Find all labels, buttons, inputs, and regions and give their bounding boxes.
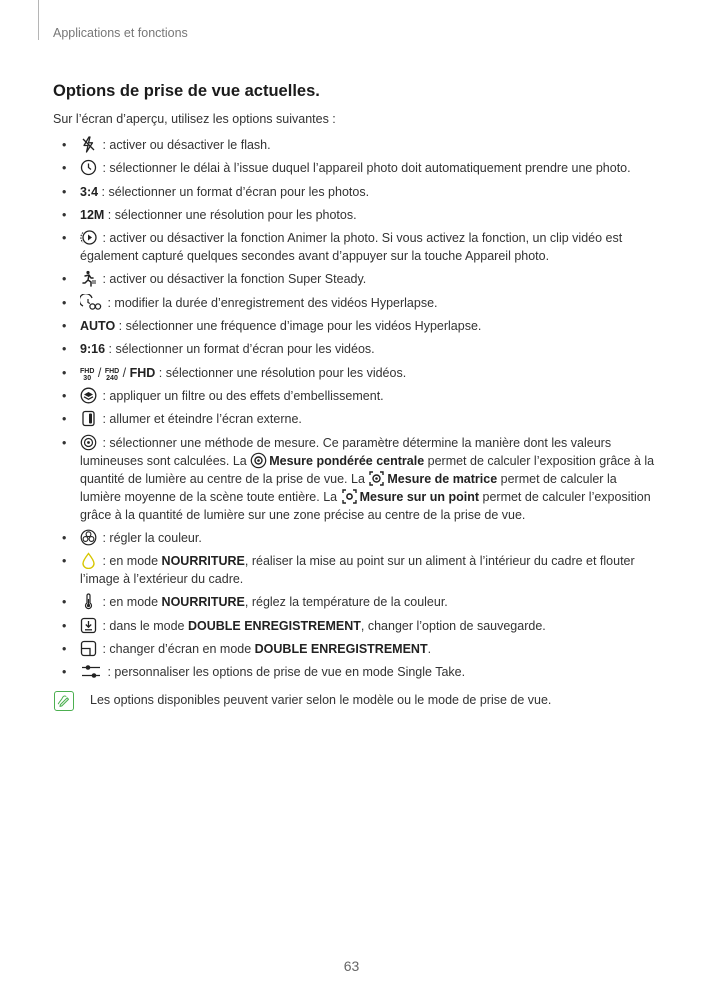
- list-item: • : en mode NOURRITURE, réglez la température de la couleur.: [80, 593, 655, 611]
- list-item: • : régler la couleur.: [80, 529, 655, 547]
- header-rule: [38, 0, 39, 40]
- list-item: • 12M : sélectionner une résolution pour les photos.: [80, 206, 655, 224]
- matrix-metering-icon: [368, 470, 385, 487]
- filter-icon: [80, 387, 97, 404]
- color-tune-icon: [80, 529, 97, 546]
- spot-metering-icon: [341, 488, 358, 505]
- list-item: • : appliquer un filtre ou des effets d’embellissement.: [80, 387, 655, 405]
- options-list: [80, 136, 655, 687]
- food-focus-icon: [80, 552, 97, 569]
- fhd-30-icon: FHD 30: [80, 367, 95, 382]
- note-icon: [54, 691, 74, 711]
- cover-screen-icon: [80, 410, 97, 427]
- list-item: • : activer ou désactiver la fonction Super Steady.: [80, 270, 655, 288]
- list-item: • : sélectionner le délai à l’issue duquel l’appareil photo doit automatiquement prendre une photo.: [80, 159, 655, 177]
- list-item: • : sélectionner une méthode de mesure. Ce paramètre détermine la manière dont les valeurs lumineuses sont calculées. La Mesure pondérée centrale permet de calculer l’exposition grâce à la quantité de lumière au centre de la prise de vue. La Mesure de matrice permet de calculer la lumière moyenne de la scène toute entière. La Mesure sur un point permet de calculer l’exposition grâce à la quantité de lumière sur une zone précise au centre de la prise de vue.: [80, 434, 655, 524]
- motion-photo-icon: [80, 229, 97, 246]
- save-option-icon: [80, 617, 97, 634]
- list-item: • 9:16 : sélectionner un format d’écran pour les vidéos.: [80, 340, 655, 358]
- list-item: • : en mode NOURRITURE, réaliser la mise au point sur un aliment à l’intérieur du cadre et flouter l’image à l’extérieur du cadre.: [80, 552, 655, 588]
- center-weighted-metering-icon: [250, 452, 267, 469]
- hyperlapse-duration-icon: [80, 294, 102, 311]
- list-item: • 3:4 : sélectionner un format d’écran pour les photos.: [80, 183, 655, 201]
- intro-text: Sur l’écran d’aperçu, utilisez les options suivantes :: [53, 112, 336, 126]
- fhd-240-icon: FHD 240: [104, 367, 120, 382]
- list-item: • : activer ou désactiver la fonction Animer la photo. Si vous activez la fonction, un clip vidéo est également capturé quelques secondes avant d’appuyer sur la touche Appareil photo.: [80, 229, 655, 265]
- thermometer-icon: [80, 593, 97, 610]
- list-item: • : dans le mode DOUBLE ENREGISTREMENT, changer l’option de sauvegarde.: [80, 617, 655, 635]
- list-item: • FHD 30 / FHD 240 / FHD : sélectionner une résolution pour les vidéos.: [80, 364, 655, 382]
- list-item: • AUTO : sélectionner une fréquence d’image pour les vidéos Hyperlapse.: [80, 317, 655, 335]
- list-item: • : personnaliser les options de prise de vue en mode Single Take.: [80, 663, 655, 681]
- note-text: Les options disponibles peuvent varier selon le modèle ou le mode de prise de vue.: [90, 693, 552, 707]
- list-item: • : changer d’écran en mode DOUBLE ENREGISTREMENT.: [80, 640, 655, 658]
- screen-switch-icon: [80, 640, 97, 657]
- list-item: • : allumer et éteindre l’écran externe.: [80, 410, 655, 428]
- flash-icon: [80, 136, 97, 153]
- page-number: 63: [343, 958, 360, 974]
- list-item: • : modifier la durée d’enregistrement des vidéos Hyperlapse.: [80, 294, 655, 312]
- settings-sliders-icon: [80, 663, 102, 680]
- list-item: • : activer ou désactiver le flash.: [80, 136, 655, 154]
- page-title: Options de prise de vue actuelles.: [53, 82, 320, 100]
- timer-icon: [80, 159, 97, 176]
- section-header: Applications et fonctions: [53, 26, 188, 40]
- metering-icon: [80, 434, 97, 451]
- super-steady-icon: [80, 270, 97, 287]
